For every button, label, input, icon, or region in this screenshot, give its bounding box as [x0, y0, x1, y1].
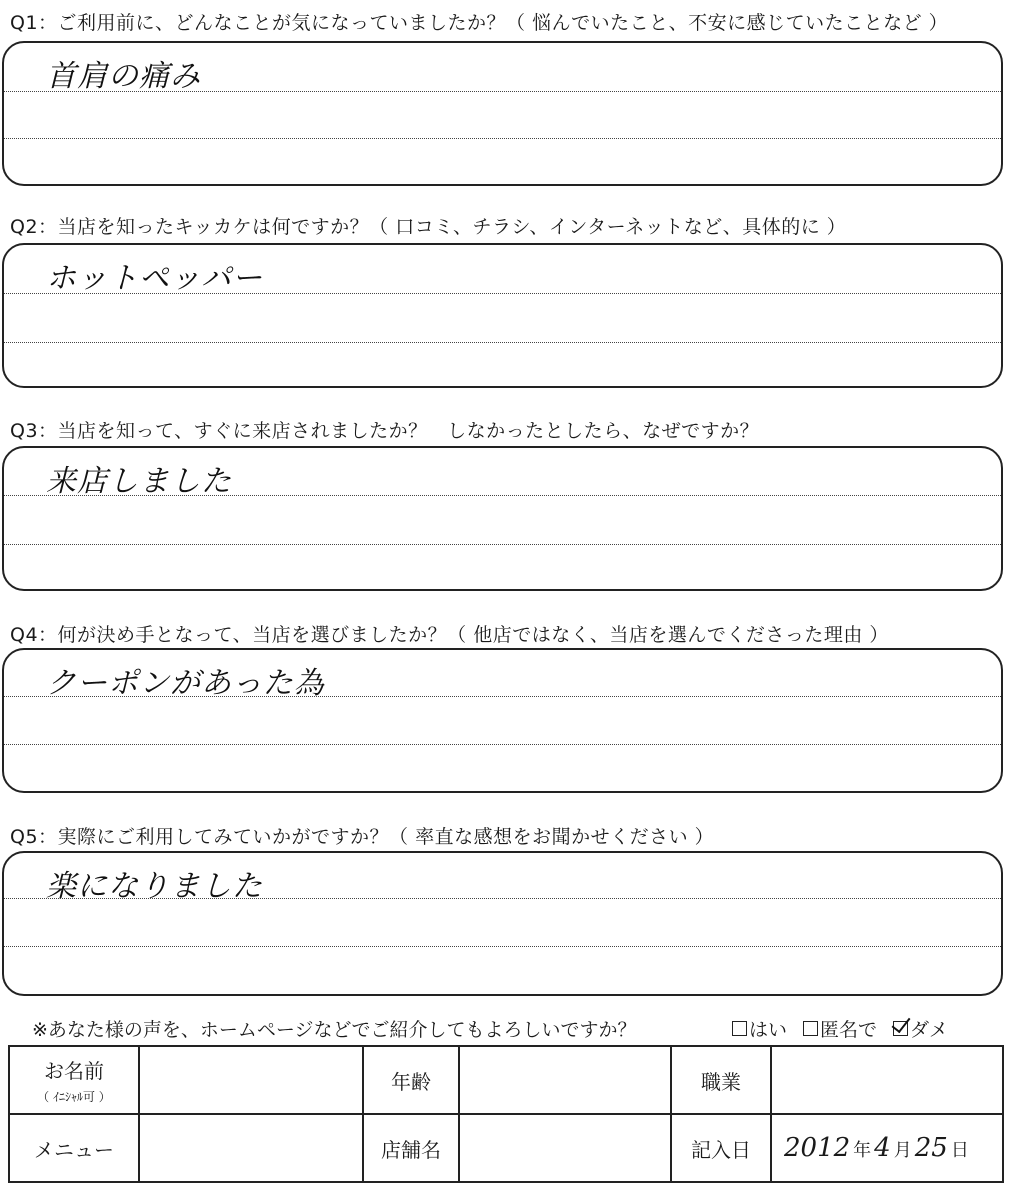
question-4-label: Q4：何が決め手となって、当店を選びましたか？（ 他店ではなく、当店を選んでくださった理由 ）: [10, 624, 889, 646]
answer-5-text: 楽になりました: [46, 869, 263, 904]
consent-option-anonymous-label: 匿名で: [820, 1019, 878, 1041]
consent-option-no-label: ダメ: [910, 1019, 949, 1041]
ruled-line: [4, 696, 1001, 697]
question-3-label: Q3：当店を知って、すぐに来店されましたか？ しなかったとしたら、なぜですか？: [10, 420, 760, 442]
consent-question: ※あなた様の声を、ホームページなどでご紹介してもよろしいですか？: [32, 1019, 637, 1041]
consent-option-no[interactable]: [893, 1015, 948, 1042]
job-field[interactable]: [771, 1046, 1003, 1114]
name-label-cell: [9, 1046, 139, 1114]
table-row: [9, 1046, 1003, 1114]
answer-box-4[interactable]: [2, 648, 1003, 793]
customer-info-table: [8, 1045, 1004, 1183]
store-field[interactable]: [459, 1114, 671, 1182]
job-label: 職業: [671, 1046, 771, 1114]
answer-2-text: ホットペッパー: [46, 261, 263, 296]
checkbox-yes[interactable]: [732, 1021, 747, 1036]
consent-option-yes[interactable]: [732, 1015, 787, 1042]
date-year-unit: 年: [853, 1140, 872, 1161]
age-field[interactable]: [459, 1046, 671, 1114]
ruled-line: [4, 293, 1001, 294]
ruled-line: [4, 342, 1001, 343]
date-day-unit: 日: [950, 1140, 969, 1161]
question-2-label: Q2：当店を知ったキッカケは何ですか？（ 口コミ、チラシ、インターネットなど、具体的に ）: [10, 216, 847, 238]
date-day: 25: [914, 1133, 948, 1163]
store-label: 店舗名: [363, 1114, 459, 1182]
date-field[interactable]: [771, 1114, 1003, 1182]
ruled-line: [4, 495, 1001, 496]
menu-field[interactable]: [139, 1114, 363, 1182]
ruled-line: [4, 138, 1001, 139]
menu-label: メニュー: [9, 1114, 139, 1182]
name-field[interactable]: [139, 1046, 363, 1114]
answer-box-2[interactable]: [2, 243, 1003, 388]
checkbox-no-checked[interactable]: [893, 1021, 908, 1036]
question-1-label: Q1：ご利用前に、どんなことが気になっていましたか？（ 悩んでいたこと、不安に感じていたことなど ）: [10, 12, 949, 34]
date-month: 4: [874, 1133, 891, 1163]
question-5-label: Q5：実際にご利用してみていかがですか？（ 率直な感想をお聞かせください ）: [10, 826, 715, 848]
date-year: 2012: [784, 1133, 851, 1163]
consent-option-yes-label: はい: [749, 1019, 788, 1041]
consent-options: [732, 1015, 948, 1042]
answer-3-text: 来店しました: [46, 464, 232, 499]
checkbox-anonymous[interactable]: [803, 1021, 818, 1036]
ruled-line: [4, 946, 1001, 947]
answer-4-text: クーポンがあった為: [46, 666, 325, 701]
consent-option-anonymous[interactable]: [803, 1015, 877, 1042]
answer-box-5[interactable]: [2, 851, 1003, 996]
ruled-line: [4, 91, 1001, 92]
date-month-unit: 月: [893, 1140, 912, 1161]
table-row: [9, 1114, 1003, 1182]
ruled-line: [4, 744, 1001, 745]
name-sub-label: （ ｲﾆｼｬﾙ可 ）: [37, 1090, 111, 1104]
answer-1-text: 首肩の痛み: [46, 59, 201, 94]
date-label: 記入日: [671, 1114, 771, 1182]
answer-box-1[interactable]: [2, 41, 1003, 186]
name-label: お名前: [44, 1059, 104, 1083]
ruled-line: [4, 544, 1001, 545]
age-label: 年齢: [363, 1046, 459, 1114]
answer-box-3[interactable]: [2, 446, 1003, 591]
ruled-line: [4, 898, 1001, 899]
